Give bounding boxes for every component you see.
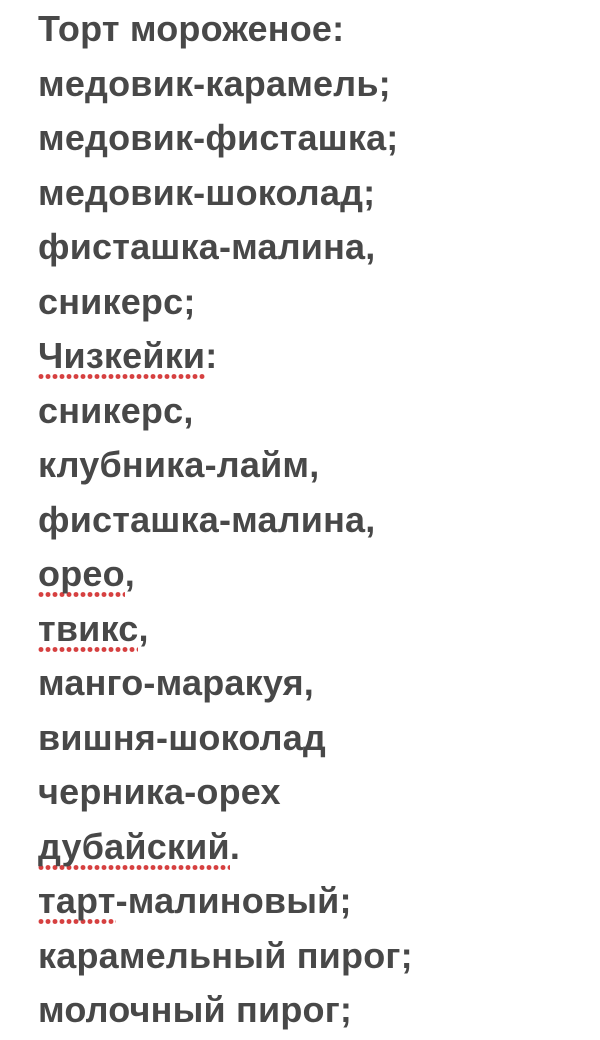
text-segment: . bbox=[229, 825, 241, 867]
text-segment: манго-маракуя, bbox=[38, 662, 314, 703]
text-line bbox=[38, 656, 584, 711]
text-segment: медовик-фисташка; bbox=[38, 117, 399, 158]
text-line bbox=[38, 493, 584, 548]
text-line bbox=[38, 929, 584, 984]
text-segment: медовик-карамель; bbox=[38, 62, 391, 104]
text-segment: -малиновый; bbox=[115, 880, 352, 921]
text-segment: сникерс, bbox=[38, 389, 194, 431]
text-line bbox=[38, 2, 584, 57]
text-segment: вишня-шоколад bbox=[38, 716, 326, 758]
text-line bbox=[38, 820, 584, 875]
text-lines-container bbox=[38, 2, 584, 1038]
text-line bbox=[38, 111, 584, 166]
text-line bbox=[38, 765, 584, 820]
text-line bbox=[38, 874, 584, 929]
text-line bbox=[38, 602, 584, 657]
misspelled-word: дубайский bbox=[38, 826, 230, 871]
text-line bbox=[38, 329, 584, 384]
text-line bbox=[38, 547, 584, 602]
text-line bbox=[38, 275, 584, 330]
text-line bbox=[38, 57, 584, 112]
text-segment: черника-орех bbox=[38, 771, 281, 812]
text-segment: карамельный пирог; bbox=[38, 934, 413, 976]
text-segment: : bbox=[205, 335, 218, 376]
text-segment: фисташка-малина, bbox=[38, 498, 376, 540]
text-segment: , bbox=[138, 607, 149, 649]
misspelled-word: Чизкейки bbox=[38, 335, 205, 380]
misspelled-word: твикс bbox=[38, 608, 138, 653]
text-line bbox=[38, 166, 584, 221]
text-segment: фисташка-малина, bbox=[38, 226, 376, 267]
text-segment: медовик-шоколад; bbox=[38, 171, 376, 213]
misspelled-word: орео bbox=[38, 553, 125, 598]
text-segment: клубника-лайм, bbox=[38, 444, 320, 485]
text-segment: сникерс; bbox=[38, 280, 196, 322]
text-line bbox=[38, 983, 584, 1038]
text-line bbox=[38, 438, 584, 493]
text-line bbox=[38, 220, 584, 275]
text-segment: , bbox=[124, 553, 135, 594]
text-line bbox=[38, 384, 584, 439]
text-line bbox=[38, 711, 584, 766]
text-segment: молочный пирог; bbox=[38, 989, 353, 1030]
text-segment: Торт мороженое: bbox=[38, 8, 345, 49]
misspelled-word: тарт bbox=[38, 880, 116, 925]
